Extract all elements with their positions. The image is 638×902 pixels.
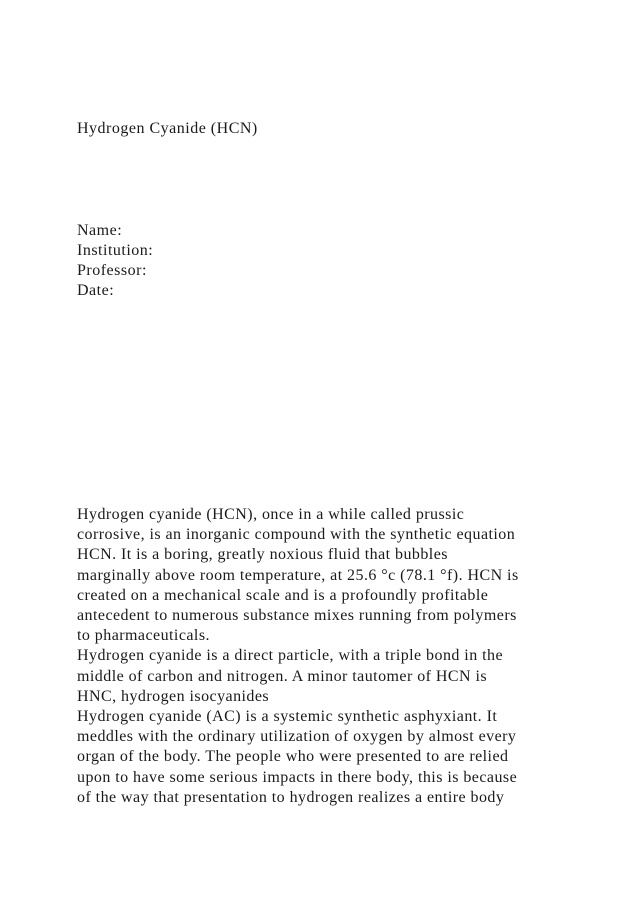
text-line: meddles with the ordinary utilization of oxygen by almost every xyxy=(77,728,517,746)
text-line: Hydrogen cyanide (HCN), once in a while called prussic xyxy=(77,506,465,523)
text-line: of the way that presentation to hydrogen realizes a entire body xyxy=(77,788,505,806)
text-line: antecedent to numerous substance mixes running from polymers xyxy=(77,607,517,625)
text-line: marginally above room temperature, at 25.6 °c (78.1 °f). HCN is xyxy=(77,566,519,584)
body-text xyxy=(77,505,577,808)
text-line: to pharmaceuticals. xyxy=(77,627,210,645)
text-line: created on a mechanical scale and is a profoundly profitable xyxy=(77,586,489,604)
field-institution: Institution: xyxy=(77,242,154,259)
text-line: Hydrogen cyanide (AC) is a systemic synthetic asphyxiant. It xyxy=(77,708,498,726)
text-line: middle of carbon and nitrogen. A minor tautomer of HCN is xyxy=(77,667,488,685)
cover-fields xyxy=(77,221,153,301)
text-line: organ of the body. The people who were presented to are relied xyxy=(77,748,509,766)
text-line: upon to have some serious impacts in there body, this is because xyxy=(77,768,518,786)
text-line: HNC, hydrogen isocyanides xyxy=(77,687,270,705)
document-title: Hydrogen Cyanide (HCN) xyxy=(77,120,258,137)
field-date: Date: xyxy=(77,282,115,299)
text-line: HCN. It is a boring, greatly noxious fluid that bubbles xyxy=(77,546,448,564)
field-name: Name: xyxy=(77,222,123,239)
text-line: corrosive, is an inorganic compound with the synthetic equation xyxy=(77,526,516,544)
field-professor: Professor: xyxy=(77,262,147,279)
text-line: Hydrogen cyanide is a direct particle, with a triple bond in the xyxy=(77,647,504,665)
